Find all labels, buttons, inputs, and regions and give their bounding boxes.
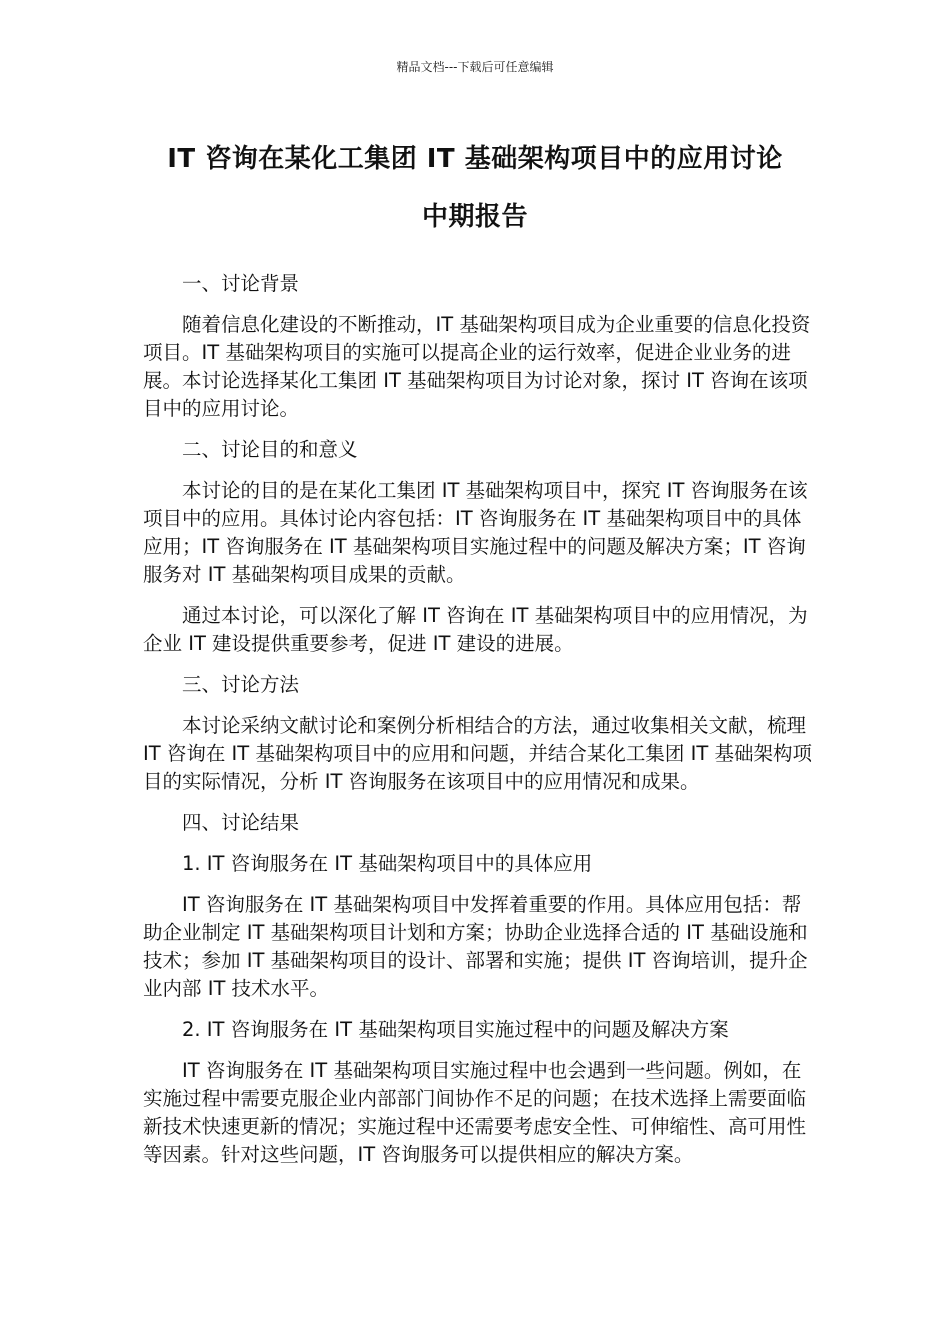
document-title-line-1: IT 咨询在某化工集团 IT 基础架构项目中的应用讨论 [167,144,783,174]
document-body [143,270,813,1182]
paragraph-purpose: 本讨论的目的是在某化工集团 IT 基础架构项目中，探究 IT 咨询服务在该项目中的应用。具体讨论内容包括：IT 咨询服务在 IT 基础架构项目中的具体应用；IT 咨询服务在 IT 基础架构项目实施过程中的问题及解决方案；IT 咨询服务对 IT 基础架构项目成果的贡献。 [143,479,808,586]
paragraph-problems: IT 咨询服务在 IT 基础架构项目实施过程中也会遇到一些问题。例如，在实施过程中需要克服企业内部部门间协作不足的问题；在技术选择上需要面临新技术快速更新的情况；实施过程中还需要考虑安全性、可伸缩性、高可用性等因素。针对这些问题，IT 咨询服务可以提供相应的解决方案。 [143,1059,807,1166]
section-heading-background: 一、讨论背景 [182,272,300,295]
paragraph-background: 随着信息化建设的不断推动，IT 基础架构项目成为企业重要的信息化投资项目。IT 基础架构项目的实施可以提高企业的运行效率，促进企业业务的进展。本讨论选择某化工集团 IT 基础架构项目为讨论对象，探讨 IT 咨询在该项目中的应用讨论。 [143,313,811,420]
paragraph-significance: 通过本讨论，可以深化了解 IT 咨询在 IT 基础架构项目中的应用情况，为企业 IT 建设提供重要参考，促进 IT 建设的进展。 [143,604,808,655]
subheading-application: 1. IT 咨询服务在 IT 基础架构项目中的具体应用 [182,852,593,875]
subheading-problems: 2. IT 咨询服务在 IT 基础架构项目实施过程中的问题及解决方案 [182,1018,729,1041]
section-heading-purpose: 二、讨论目的和意义 [182,438,358,461]
page-header: 精品文档---下载后可任意编辑 [396,60,554,74]
document-title-line-2: 中期报告 [421,202,528,232]
paragraph-application: IT 咨询服务在 IT 基础架构项目中发挥着重要的作用。具体应用包括：帮助企业制定 IT 基础架构项目计划和方案；协助企业选择合适的 IT 基础设施和技术；参加 IT 基础架构项目的设计、部署和实施；提供 IT 咨询培训，提升企业内部 IT 技术水平。 [143,893,808,1000]
paragraph-method: 本讨论采纳文献讨论和案例分析相结合的方法，通过收集相关文献，梳理 IT 咨询在 IT 基础架构项目中的应用和问题，并结合某化工集团 IT 基础架构项目的实际情况，分析 IT 咨询服务在该项目中的应用情况和成果。 [143,714,812,793]
section-heading-results: 四、讨论结果 [182,811,300,834]
section-heading-method: 三、讨论方法 [182,673,300,696]
